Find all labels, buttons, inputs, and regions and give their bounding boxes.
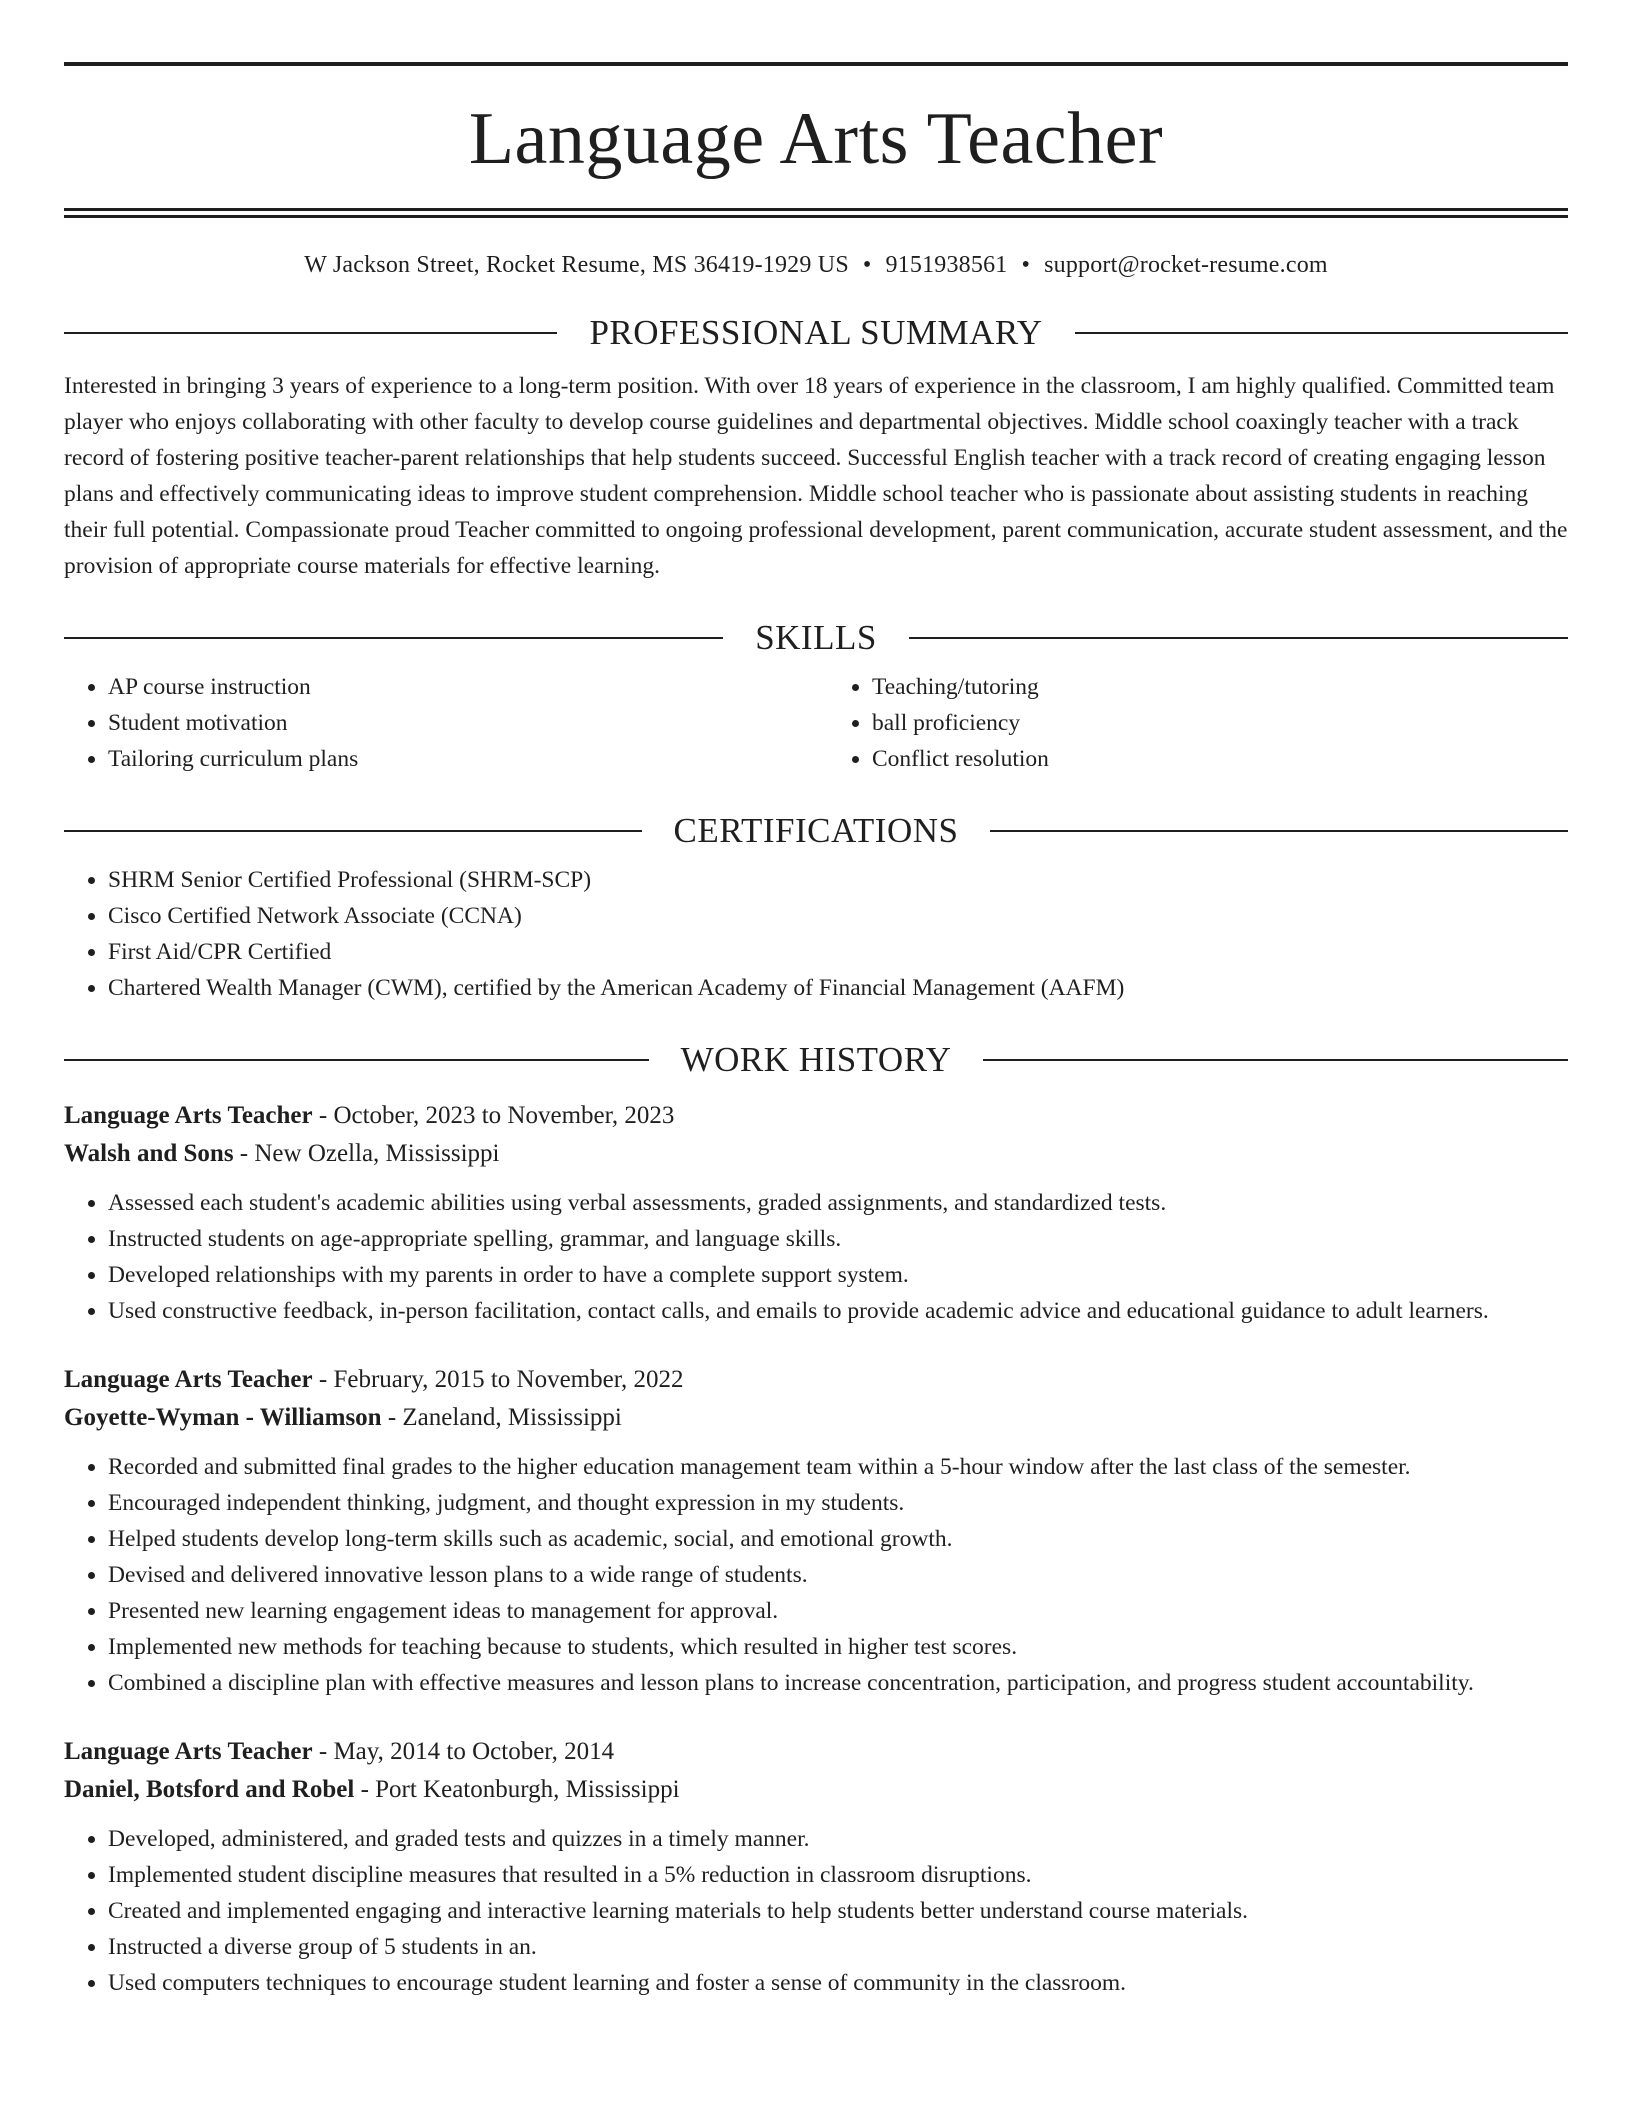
job-dates: - February, 2015 to November, 2022 [312, 1366, 684, 1393]
job-title-line [64, 1733, 1568, 1771]
job-bullets [64, 1449, 1568, 1701]
job-bullet: • Used constructive feedback, in-person facilitation, contact calls, and emails to provide academic advice and educational guidance to adult learners. [108, 1293, 1568, 1329]
certifications-section-header [64, 813, 1568, 848]
contact-separator: • [1021, 252, 1031, 278]
job-title-line [64, 1361, 1568, 1399]
certification-item: • First Aid/CPR Certified [108, 934, 1568, 970]
job-bullet: • Developed relationships with my parents in order to have a complete support system. [108, 1257, 1568, 1293]
job-title: Language Arts Teacher [64, 1102, 313, 1129]
job-title: Language Arts Teacher [64, 1738, 313, 1765]
skills-column-right [816, 669, 1568, 777]
job-bullet: • Implemented student discipline measures that resulted in a 5% reduction in classroom disruptions. [108, 1857, 1568, 1893]
job-bullet: • Created and implemented engaging and interactive learning materials to help students better understand course materials. [108, 1893, 1568, 1929]
job-title-line [64, 1097, 1568, 1135]
skill-item: • Conflict resolution [872, 741, 1568, 777]
job-entry [64, 1097, 1568, 1329]
contact-separator: • [862, 252, 872, 278]
section-rule [909, 637, 1568, 639]
job-bullet: • Implemented new methods for teaching because to students, which resulted in higher test scores. [108, 1629, 1568, 1665]
job-bullet: • Combined a discipline plan with effective measures and lesson plans to increase concentration, participation, and progress student accountability. [108, 1665, 1568, 1701]
summary-text: Interested in bringing 3 years of experience to a long-term position. With over 18 years of experience in the classroom, I am highly qualified. Committed team player who enjoys collaborating with other faculty to develop course guidelines and departmental objectives. Middle school coaxingly teacher with a track record of fostering positive teacher-parent relationships that help students succeed. Successful English teacher with a track record of creating engaging lesson plans and effectively communicating ideas to improve student comprehension. Middle school teacher who is passionate about assisting students in reaching their full potential. Compassionate proud Teacher committed to ongoing professional development, parent communication, accurate student assessment, and the provision of appropriate course materials for effective learning. [64, 373, 1568, 579]
section-rule [64, 1059, 649, 1061]
job-bullet: • Devised and delivered innovative lesson plans to a wide range of students. [108, 1557, 1568, 1593]
job-location: - New Ozella, Mississippi [233, 1140, 500, 1167]
job-company-line [64, 1771, 1568, 1809]
section-rule [1075, 332, 1568, 334]
skills-section-header [64, 620, 1568, 655]
skill-item: • Tailoring curriculum plans [108, 741, 816, 777]
job-bullet: • Encouraged independent thinking, judgment, and thought expression in my students. [108, 1485, 1568, 1521]
certification-item: • SHRM Senior Certified Professional (SHRM-SCP) [108, 862, 1568, 898]
job-location: - Port Keatonburgh, Mississippi [354, 1776, 680, 1803]
contact-phone: 9151938561 [885, 252, 1008, 278]
job-company-line [64, 1135, 1568, 1173]
skill-item: • AP course instruction [108, 669, 816, 705]
job-bullet: • Presented new learning engagement ideas to management for approval. [108, 1593, 1568, 1629]
job-bullet: • Instructed students on age-appropriate spelling, grammar, and language skills. [108, 1221, 1568, 1257]
job-bullet: • Assessed each student's academic abilities using verbal assessments, graded assignments, and standardized tests. [108, 1185, 1568, 1221]
contact-email[interactable]: support@rocket-resume.com [1044, 252, 1328, 278]
skill-item: • Teaching/tutoring [872, 669, 1568, 705]
job-bullet: • Used computers techniques to encourage student learning and foster a sense of community in the classroom. [108, 1965, 1568, 2001]
job-bullet: • Instructed a diverse group of 5 students in an. [108, 1929, 1568, 1965]
job-bullet: • Developed, administered, and graded tests and quizzes in a timely manner. [108, 1821, 1568, 1857]
skills-column-left [64, 669, 816, 777]
job-location: - Zaneland, Mississippi [381, 1404, 622, 1431]
section-rule [64, 332, 557, 334]
job-entry [64, 1361, 1568, 1701]
work-section-header [64, 1042, 1568, 1077]
section-rule [64, 830, 642, 832]
title-double-rule [64, 208, 1568, 218]
job-bullets [64, 1821, 1568, 2001]
job-company: Daniel, Botsford and Robel [64, 1776, 355, 1803]
resume-page [64, 62, 1568, 2001]
top-rule [64, 62, 1568, 66]
contact-line [64, 252, 1568, 279]
job-entry [64, 1733, 1568, 2001]
job-dates: - May, 2014 to October, 2014 [312, 1738, 615, 1765]
job-bullets [64, 1185, 1568, 1329]
summary-heading: PROFESSIONAL SUMMARY [589, 313, 1043, 352]
section-rule [990, 830, 1568, 832]
job-bullet: • Helped students develop long-term skills such as academic, social, and emotional growth. [108, 1521, 1568, 1557]
section-rule [64, 637, 723, 639]
contact-address: W Jackson Street, Rocket Resume, MS 36419-1929 US [304, 252, 849, 278]
work-heading: WORK HISTORY [680, 1040, 952, 1079]
job-dates: - October, 2023 to November, 2023 [312, 1102, 675, 1129]
skills-heading: SKILLS [755, 618, 877, 657]
certification-item: • Chartered Wealth Manager (CWM), certified by the American Academy of Financial Management (AAFM) [108, 970, 1568, 1006]
resume-title: Language Arts Teacher [468, 98, 1164, 180]
job-company-line [64, 1399, 1568, 1437]
section-rule [983, 1059, 1568, 1061]
skill-item: • ball proficiency [872, 705, 1568, 741]
summary-section-header [64, 315, 1568, 350]
job-company: Goyette-Wyman - Williamson [64, 1404, 382, 1431]
job-title: Language Arts Teacher [64, 1366, 313, 1393]
skill-item: • Student motivation [108, 705, 816, 741]
job-bullet: • Recorded and submitted final grades to the higher education management team within a 5-hour window after the last class of the semester. [108, 1449, 1568, 1485]
certifications-heading: CERTIFICATIONS [673, 811, 959, 850]
job-company: Walsh and Sons [64, 1140, 234, 1167]
certifications-list [64, 862, 1568, 1006]
skills-list [64, 669, 1568, 777]
certification-item: • Cisco Certified Network Associate (CCNA) [108, 898, 1568, 934]
